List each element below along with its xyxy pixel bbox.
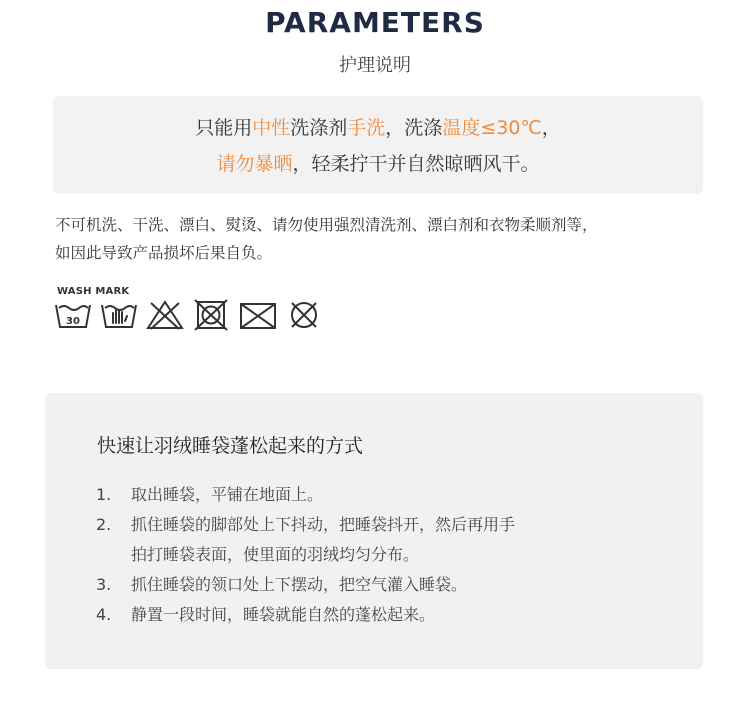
list-item <box>96 482 323 505</box>
warning-line-1: 不可机洗、干洗、漂白、熨烫、请勿使用强烈清洗剂、漂白剂和衣物柔顺剂等， <box>55 216 598 234</box>
warning-text <box>55 211 715 267</box>
care-text: 洗涤剂 <box>290 117 348 139</box>
page-title: PARAMETERS <box>265 6 485 39</box>
care-highlight: 手洗 <box>347 117 386 139</box>
step-text: 静置一段时间，睡袋就能自然的蓬松起来。 <box>131 605 436 624</box>
care-line-2 <box>53 149 703 176</box>
care-text: 只能用 <box>195 117 253 139</box>
care-highlight: 中性 <box>252 117 291 139</box>
care-highlight: 请勿暴晒 <box>216 153 293 175</box>
care-instructions-box <box>53 96 703 194</box>
care-text: ，轻柔拧干并自然晾晒风干。 <box>292 153 540 175</box>
no-tumble-dry-icon <box>192 299 230 331</box>
step-number: 1. <box>96 485 112 504</box>
list-item <box>96 602 435 625</box>
method-title: 快速让羽绒睡袋蓬松起来的方式 <box>97 435 364 457</box>
step-number: 2. <box>96 515 112 534</box>
care-highlight: 温度≤30℃ <box>442 117 542 139</box>
wash-30-icon <box>54 299 92 331</box>
hand-wash-icon <box>100 299 138 331</box>
care-text: ，洗涤 <box>385 117 443 139</box>
step-text: 抓住睡袋的领口处上下摆动，把空气灌入睡袋。 <box>131 575 468 594</box>
no-bleach-icon <box>146 299 184 331</box>
wash-temp-label: 30 <box>66 316 80 327</box>
fluffing-method-box <box>45 393 703 669</box>
care-line-1 <box>53 113 703 140</box>
wash-mark-label: WASH MARK <box>57 286 130 297</box>
step-text: 抓住睡袋的脚部处上下抖动，把睡袋抖开，然后再用手 <box>131 515 516 534</box>
page-subtitle: 护理说明 <box>339 55 411 76</box>
no-dry-clean-icon <box>286 299 322 331</box>
list-item <box>96 512 515 535</box>
list-item <box>96 572 467 595</box>
step-text: 取出睡袋，平铺在地面上。 <box>131 485 324 504</box>
care-text: ， <box>541 117 561 139</box>
no-iron-icon <box>238 299 278 331</box>
warning-line-2: 如因此导致产品损坏后果自负。 <box>55 244 273 262</box>
step-continuation: 拍打睡袋表面，使里面的羽绒均匀分布。 <box>131 545 420 564</box>
step-number: 4. <box>96 605 112 624</box>
step-number: 3. <box>96 575 112 594</box>
